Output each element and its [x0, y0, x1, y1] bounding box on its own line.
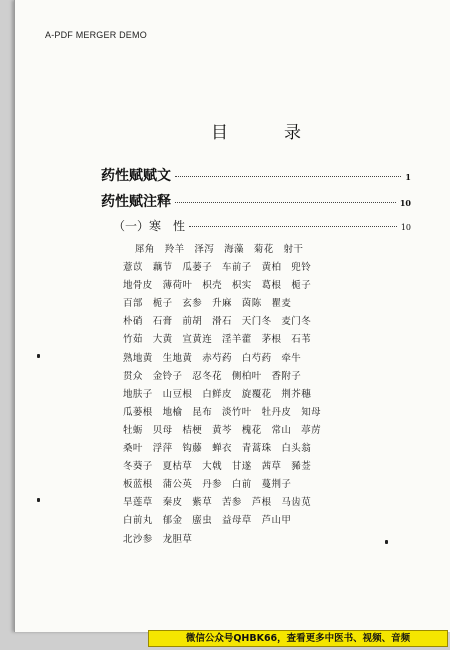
herb-row: 熟地黄 生地黄 赤芍药 白芍药 牵牛	[123, 352, 302, 364]
herb-row: 地肤子 山豆根 白鲜皮 旋覆花 荆芥穗	[123, 388, 312, 400]
toc-entry-page: 10	[399, 198, 411, 208]
document-page	[14, 0, 450, 632]
toc-entry[interactable]	[101, 165, 411, 185]
herb-row: 瓜蒌根 地榆 昆布 淡竹叶 牡丹皮 知母	[123, 406, 322, 418]
herb-row: 地骨皮 薄荷叶 枳壳 枳实 葛根 栀子	[123, 280, 312, 292]
herb-row: 朴硝 石膏 前胡 滑石 天门冬 麦门冬	[123, 316, 312, 328]
toc-entry-page: 10	[400, 223, 411, 232]
toc-entry-label: （一）寒 性	[113, 219, 186, 233]
toc-entry-page: 1	[405, 172, 411, 182]
herb-row: 板蓝根 蒲公英 丹参 白前 蔓荆子	[123, 479, 292, 491]
herb-row: 白前丸 郁金 䗪虫 益母草 芦山甲	[123, 515, 292, 527]
herb-row: 贯众 金铃子 忍冬花 侧柏叶 香附子	[123, 370, 302, 382]
toc-leader-dots	[189, 226, 397, 227]
toc-leader-dots	[175, 202, 396, 203]
herb-row: 桑叶 浮萍 钩藤 蝉衣 青蒿珠 白头翁	[123, 443, 312, 455]
herb-row: 薏苡 藕节 瓜蒌子 车前子 黄柏 兜铃	[123, 262, 312, 274]
toc-title-char: 录	[284, 123, 301, 143]
herb-row: 百部 栀子 玄参 升麻 茵陈 瞿麦	[123, 298, 292, 310]
herb-row: 犀角 羚羊 泽泻 海藻 菊花 射干	[135, 244, 304, 255]
toc-leader-dots	[175, 176, 401, 177]
watermark: A-PDF MERGER DEMO	[45, 30, 147, 40]
toc-title-char: 目	[211, 123, 228, 143]
toc-entry[interactable]	[113, 217, 411, 234]
toc-title	[211, 118, 301, 143]
scan-speck	[37, 498, 40, 502]
herb-row: 北沙参 龙胆草	[123, 533, 193, 545]
scan-speck	[385, 540, 388, 544]
herb-row: 冬葵子 夏枯草 大戟 甘遂 茜草 豨莶	[123, 461, 312, 473]
herb-row: 旱莲草 秦皮 紫草 苦参 芦根 马齿苋	[123, 497, 312, 509]
herb-row: 竹茹 大黄 宣黄连 淫羊藿 茅根 石苇	[123, 334, 312, 346]
scan-speck	[37, 354, 40, 358]
toc-entry[interactable]	[101, 191, 411, 211]
toc-entry-label: 药性赋注释	[101, 194, 171, 210]
herb-list	[123, 241, 383, 549]
toc-entry-label: 药性赋赋文	[101, 168, 171, 184]
promo-banner[interactable]: 微信公众号QHBK66，查看更多中医书、视频、音频	[148, 630, 448, 647]
herb-row: 牡蛎 贝母 桔梗 黄芩 槐花 常山 葶苈	[123, 424, 322, 436]
